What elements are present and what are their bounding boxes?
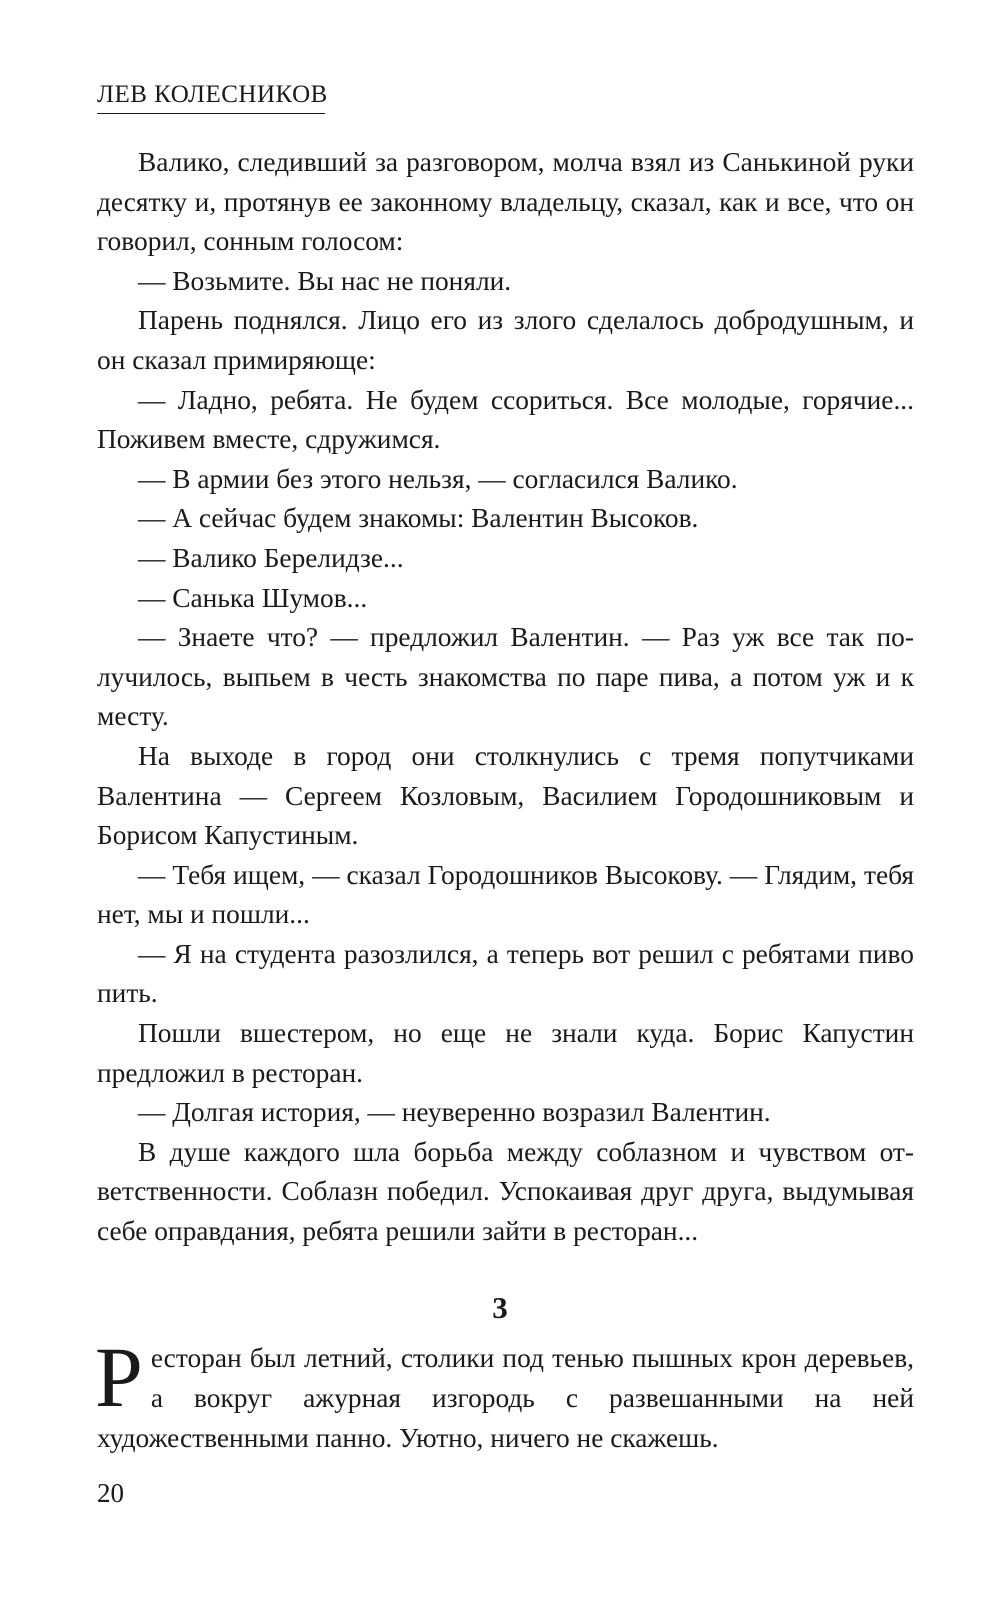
paragraph: На выходе в город они столкнулись с тремя попутчиками Валентина — Сергеем Козловым, Василием Городошниковым и Борисом Капустиным. xyxy=(97,740,914,851)
paragraph: Валико, следивший за разговором, молча взял из Санькиной руки десятку и, протянув ее законному владельцу, сказал, как и все, что он говорил, сонным голосом: xyxy=(97,147,914,257)
paragraph: — Валико Берелидзе... xyxy=(138,542,404,573)
paragraph: — Тебя ищем, — сказал Городошников Высокову. — Глядим, тебя нет, мы и пошли... xyxy=(97,859,914,930)
paragraph: В душе каждого шла борьба между соблазном и чувством ответственности. Соблазн победил. Успокаивая друг друга, выдумывая себе оправдания, ребята решили зайти в ресторан... xyxy=(97,1136,914,1247)
drop-cap: Р xyxy=(95,1329,143,1425)
paragraph: — Я на студента разозлился, а теперь вот решил с ребятами пиво пить. xyxy=(97,938,914,1009)
paragraph: — Долгая история, — неуверенно возразил Валентин. xyxy=(138,1097,771,1128)
body-text xyxy=(97,143,914,1252)
chapter-opening-paragraph xyxy=(95,1329,914,1458)
running-header: ЛЕВ КОЛЕСНИКОВ xyxy=(97,82,325,114)
chapter-number: 3 xyxy=(492,1290,508,1325)
chapter-opening xyxy=(95,1329,914,1458)
paragraph: — Возьмите. Вы нас не поняли. xyxy=(138,265,512,296)
paragraph: Парень поднялся. Лицо его из злого сделалось добродушным, и он сказал примиряюще: xyxy=(97,305,914,375)
paragraph: — А сейчас будем знакомы: Валентин Высоков. xyxy=(138,503,699,534)
page-number: 20 xyxy=(97,1478,124,1508)
paragraph: Пошли вшестером, но еще не знали куда. Борис Капустин предложил в ресторан. xyxy=(97,1018,914,1088)
paragraph: — Знаете что? — предложил Валентин. — Раз уж все так получилось, выпьем в честь знакомства по паре пива, а потом уж и к месту. xyxy=(97,622,914,732)
paragraph: — Ладно, ребята. Не будем ссориться. Все молодые, горячие... Поживем вместе, сдружимся. xyxy=(97,384,914,455)
paragraph: — Санька Шумов... xyxy=(138,582,368,613)
chapter-opening-text: есторан был летний, столики под тенью пышных крон деревьев, а вокруг ажурная изгородь с развешанными на ней художественными панно. Уютно, ничего не скажешь. xyxy=(97,1343,914,1453)
paragraph: — В армии без этого нельзя, — согласился Валико. xyxy=(138,463,738,494)
